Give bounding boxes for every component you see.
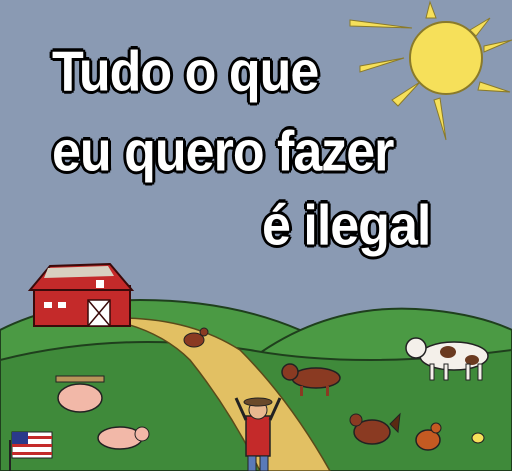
- caption-line-1: Tudo o que: [52, 40, 319, 104]
- caption-line-3: é ilegal: [262, 194, 431, 258]
- pig-icon: [56, 376, 104, 412]
- caption-line-2: eu quero fazer: [52, 120, 394, 184]
- barn-icon: [30, 264, 132, 326]
- chicken-icon: [472, 433, 484, 443]
